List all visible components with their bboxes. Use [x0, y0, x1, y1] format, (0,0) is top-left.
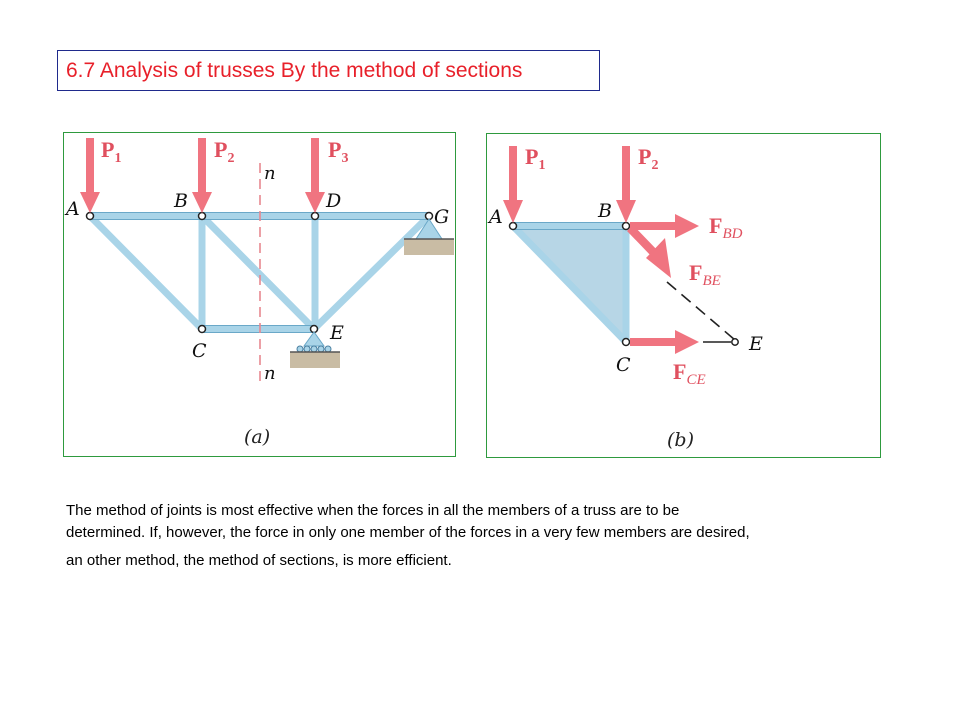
caption-a: (a) — [244, 426, 271, 448]
load-label-p2: $P_2$ — [214, 137, 235, 166]
joint-label-c: C — [192, 340, 207, 362]
body-paragraph — [66, 500, 926, 572]
load-label-p1-b: $P_1$ — [525, 144, 546, 173]
section-label-top: n — [264, 163, 276, 184]
paragraph-line-3: an other method, the method of sections, is more efficient. — [66, 552, 452, 569]
caption-b: (b) — [667, 429, 694, 451]
load-label-p2-b: $P_2$ — [638, 144, 659, 173]
paragraph-line-1: The method of joints is most effective when the forces in all the members of a truss are to be — [66, 502, 680, 519]
figure-b-free-body — [486, 133, 881, 458]
load-arrows — [80, 138, 325, 213]
load-arrows-b — [503, 146, 636, 223]
joint-label-b: B — [174, 190, 188, 212]
joint-label-a-b: A — [489, 206, 503, 228]
slide-title: 6.7 Analysis of trusses By the method of sections — [66, 59, 523, 82]
joint-label-e-b: E — [749, 333, 763, 355]
figure-a-drawing — [64, 133, 457, 458]
joint-label-a: A — [66, 198, 80, 220]
force-label-fbd: $F_{BD}$ — [709, 213, 743, 242]
joint-label-d: D — [326, 190, 342, 212]
joint-label-g: G — [434, 206, 450, 228]
joint-label-e: E — [330, 322, 344, 344]
figure-a-truss — [63, 132, 456, 457]
load-label-p3: $P_3$ — [328, 137, 349, 166]
force-label-fbe: $F_{BE}$ — [689, 260, 721, 289]
point-e — [732, 339, 738, 345]
force-label-fce: $F_{CE}$ — [673, 359, 706, 388]
figure-b-drawing — [487, 134, 882, 459]
slide-title-box — [57, 50, 600, 91]
joint-label-b-b: B — [598, 200, 612, 222]
section-label-bottom: n — [264, 363, 276, 384]
paragraph-line-2: determined. If, however, the force in only one member of the forces in a very few members are desired, — [66, 524, 750, 541]
joint-label-c-b: C — [616, 354, 631, 376]
load-label-p1: $P_1$ — [101, 137, 122, 166]
